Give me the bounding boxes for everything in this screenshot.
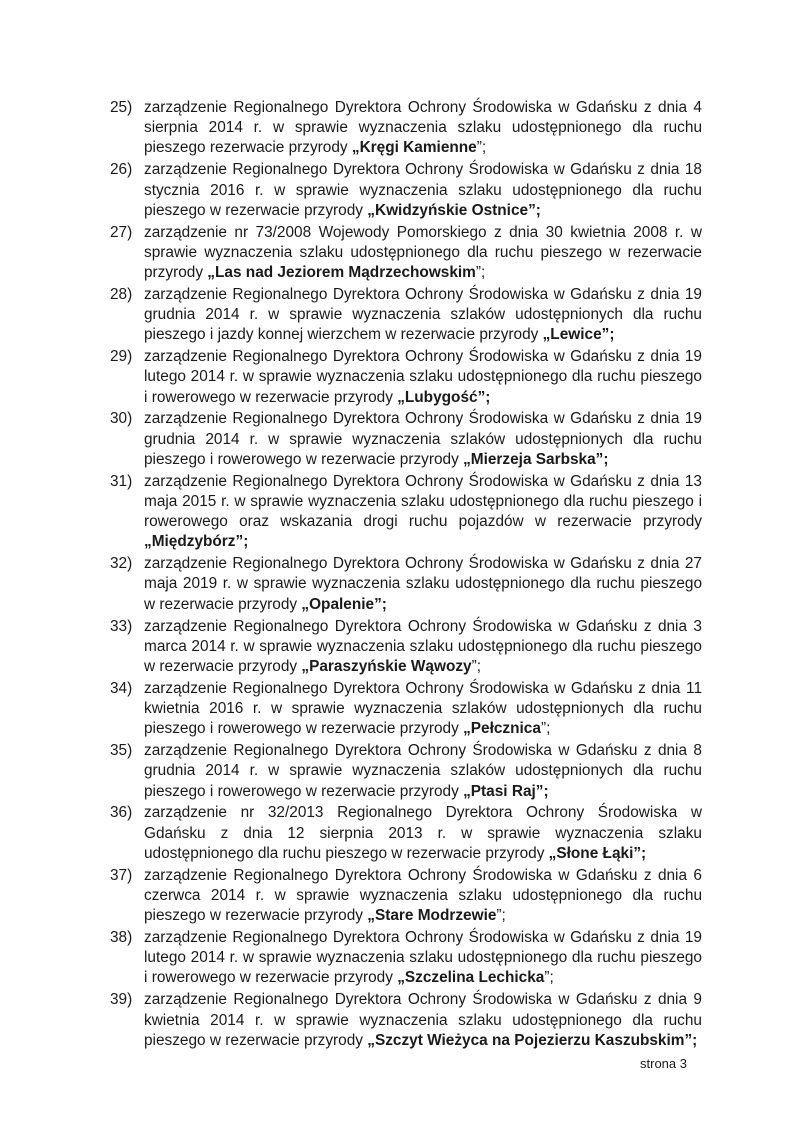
item-number: 29) [110,348,133,366]
item-text: zarządzenie Regionalnego Dyrektora Ochrony Środowiska w Gdańsku z dnia 19 lutego 2014 r. w sprawie wyznaczenia szlaku udostępnionego dla ruchu pieszego i rowerowego w rezerwacie przyrody „Lubygość”; [144,348,702,406]
reserve-name: „Mierzeja Sarbska”; [463,450,609,468]
reserve-name: „Słone Łąki”; [548,844,647,862]
item-text: zarządzenie Regionalnego Dyrektora Ochrony Środowiska w Gdańsku z dnia 9 kwietnia 2014 r. w sprawie wyznaczenia szlaku udostępnionego dla ruchu pieszego w rezerwacie przyrody „Szczyt Wieżyca na Pojezierzu Kaszubskim”; [144,991,702,1049]
list-item [110,409,702,470]
reserve-name: „Międzybórz”; [144,533,249,551]
list-item [110,554,702,615]
list-item [110,741,702,802]
reserve-name: „Szczyt Wieżyca na Pojezierzu Kaszubskim”; [367,1031,698,1049]
list-item [110,679,702,740]
reserve-name: „Kwidzyńskie Ostnice”; [367,201,541,219]
item-text: zarządzenie Regionalnego Dyrektora Ochrony Środowiska w Gdańsku z dnia 19 lutego 2014 r. w sprawie wyznaczenia szlaku udostępnionego dla ruchu pieszego i rowerowego w rezerwacie przyrody „Szczelina Lechicka”; [144,929,702,987]
reserve-name: „Opalenie”; [301,595,387,613]
item-text: zarządzenie Regionalnego Dyrektora Ochrony Środowiska w Gdańsku z dnia 6 czerwca 2014 r. w sprawie wyznaczenia szlaku udostępnionego dla ruchu pieszego w rezerwacie przyrody „Stare Modrzewie”; [144,866,702,925]
item-text: zarządzenie Regionalnego Dyrektora Ochrony Środowiska w Gdańsku z dnia 3 marca 2014 r. w sprawie wyznaczenia szlaku udostępnionego dla ruchu pieszego w rezerwacie przyrody „Paraszyńskie Wąwozy”; [144,617,702,675]
list-item [110,866,702,927]
item-text: zarządzenie nr 73/2008 Wojewody Pomorskiego z dnia 30 kwietnia 2008 r. w sprawie wyznaczenia szlaku udostępnionego dla ruchu pieszego w rezerwacie przyrody „Las nad Jeziorem Mądrzechowskim”; [144,223,702,281]
item-text: zarządzenie Regionalnego Dyrektora Ochrony Środowiska w Gdańsku z dnia 19 grudnia 2014 r. w sprawie wyznaczenia szlaków udostępnionych dla ruchu pieszego i rowerowego w rezerwacie przyrody „Mierzeja Sarbska”; [144,410,702,468]
list-item [110,285,702,346]
reserve-name: „Ptasi Raj”; [463,782,549,800]
list-item [110,223,702,284]
list-item [110,803,702,864]
page-number: strona 3 [640,1056,687,1071]
reserve-name: „Las nad Jeziorem Mądrzechowskim [207,264,476,281]
item-number: 36) [110,804,133,822]
item-text: zarządzenie Regionalnego Dyrektora Ochrony Środowiska w Gdańsku z dnia 4 sierpnia 2014 r. w sprawie wyznaczenia szlaku udostępnionego dla ruchu pieszego rezerwacie przyrody „Kręgi Kamienne”; [144,99,702,157]
item-number: 28) [110,285,133,303]
item-number: 38) [110,929,133,947]
list-item [110,347,702,408]
list-item [110,928,702,989]
item-number: 32) [110,555,133,573]
regulation-list [110,98,702,1053]
item-text: zarządzenie Regionalnego Dyrektora Ochrony Środowiska w Gdańsku z dnia 8 grudnia 2014 r. w sprawie wyznaczenia szlaków udostępnionych dla ruchu pieszego i rowerowego w rezerwacie przyrody „Ptasi Raj”; [144,742,702,800]
item-text: zarządzenie Regionalnego Dyrektora Ochrony Środowiska w Gdańsku z dnia 18 stycznia 2016 r. w sprawie wyznaczenia szlaku udostępnionego dla ruchu pieszego w rezerwacie przyrody „Kwidzyńskie Ostnice”; [144,161,702,219]
reserve-name: „Lewice”; [542,326,615,344]
list-item [110,472,702,553]
item-number: 26) [110,161,133,179]
item-number: 27) [110,223,133,241]
list-item [110,160,702,221]
reserve-name: „Pełcznica [463,720,541,738]
item-text: zarządzenie Regionalnego Dyrektora Ochrony Środowiska w Gdańsku z dnia 11 kwietnia 2016 r. w sprawie wyznaczenia szlaków udostępnionych dla ruchu pieszego i rowerowego w rezerwacie przyrody „Pełcznica”; [144,679,702,738]
reserve-name: „Kręgi Kamienne [351,139,477,157]
item-number: 31) [110,472,133,490]
reserve-name: „Stare Modrzewie [367,907,497,925]
item-text: zarządzenie nr 32/2013 Regionalnego Dyrektora Ochrony Środowiska w Gdańsku z dnia 12 sierpnia 2013 r. w sprawie wyznaczenia szlaku udostępnionego dla ruchu pieszego w rezerwacie przyrody „Słone Łąki”; [144,804,702,862]
item-text: zarządzenie Regionalnego Dyrektora Ochrony Środowiska w Gdańsku z dnia 19 grudnia 2014 r. w sprawie wyznaczenia szlaków udostępnionych dla ruchu pieszego i jazdy konnej wierzchem w rezerwacie przyrody „Lewice”; [144,285,702,344]
item-number: 34) [110,679,133,697]
list-item [110,990,702,1051]
item-number: 39) [110,991,133,1009]
item-number: 33) [110,617,133,635]
item-number: 25) [110,99,133,116]
reserve-name: „Lubygość”; [397,388,491,406]
item-number: 37) [110,866,133,884]
reserve-name: „Szczelina Lechicka [397,969,545,987]
item-number: 30) [110,410,133,428]
list-item [110,98,702,159]
reserve-name: „Paraszyńskie Wąwozy [301,657,472,675]
item-number: 35) [110,742,133,760]
list-item [110,617,702,678]
item-text: zarządzenie Regionalnego Dyrektora Ochrony Środowiska w Gdańsku z dnia 13 maja 2015 r. w sprawie wyznaczenia szlaku udostępnionego dla ruchu pieszego i rowerowego oraz wskazania drogi ruchu pojazdów w rezerwacie przyrody „Międzybórz”; [144,472,702,551]
item-text: zarządzenie Regionalnego Dyrektora Ochrony Środowiska w Gdańsku z dnia 27 maja 2019 r. w sprawie wyznaczenia szlaku udostępnionego dla ruchu pieszego w rezerwacie przyrody „Opalenie”; [144,555,702,613]
